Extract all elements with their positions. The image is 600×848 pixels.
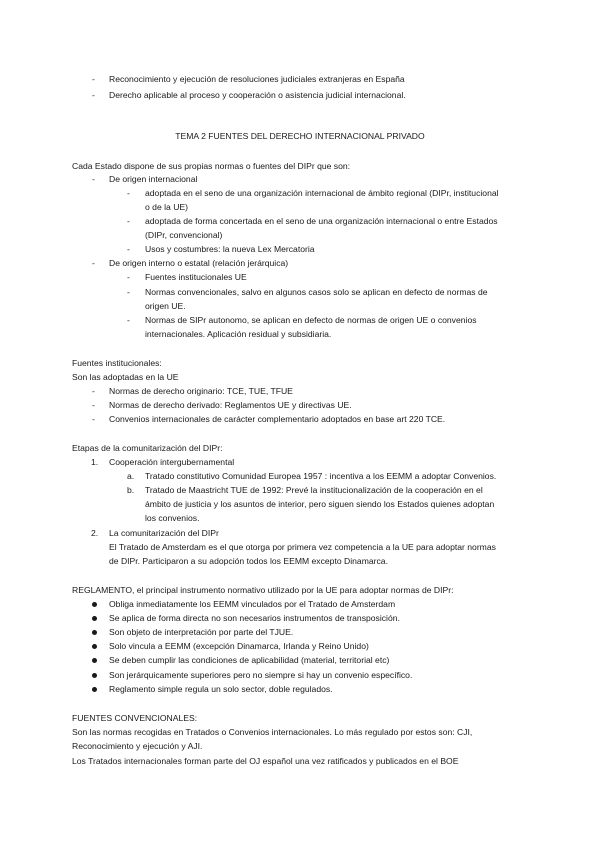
dash-marker: -: [127, 272, 130, 282]
dash-marker: -: [92, 174, 95, 184]
fuentes-institucionales-item: Normas de derecho originario: TCE, TUE, TFUE: [109, 386, 293, 396]
origen-internacional-item: Usos y costumbres: la nueva Lex Mercatoria: [145, 244, 315, 254]
origen-interno-item: Fuentes institucionales UE: [145, 272, 247, 282]
fuentes-convencionales-paragraph: Reconocimiento y ejecución y AJI.: [72, 741, 203, 751]
origen-interno-item-cont: origen UE.: [145, 301, 186, 311]
origen-internacional-item: adoptada de forma concertada en el seno de una organización internacional o entre Estados: [145, 216, 498, 226]
bullet-icon: [92, 602, 97, 607]
dash-marker: -: [127, 315, 130, 325]
reglamento-item: Obliga inmediatamente los EEMM vinculados por el Tratado de Amsterdam: [109, 599, 396, 609]
dash-marker: -: [127, 244, 130, 254]
reglamento-item: Reglamento simple regula un solo sector, doble regulados.: [109, 684, 333, 694]
intro-paragraph: Cada Estado dispone de sus propias normas o fuentes del DIPr que son:: [72, 161, 351, 171]
bullet-icon: [92, 630, 97, 635]
section-title: TEMA 2 FUENTES DEL DERECHO INTERNACIONAL PRIVADO: [175, 131, 425, 141]
reglamento-item: Son objeto de interpretación por parte del TJUE.: [109, 627, 294, 637]
etapa-sub-item-cont: ámbito de justicia y los asuntos de interior, pero siguen siendo los Estados quienes adoptan: [145, 499, 495, 509]
etapa-label: Cooperación intergubernamental: [109, 457, 235, 467]
reglamento-item: Solo vincula a EEMM (excepción Dinamarca, Irlanda y Reino Unido): [109, 641, 369, 651]
fuentes-convencionales-paragraph: Son las normas recogidas en Tratados o Convenios internacionales. Lo más regulado por estos son: CJI,: [72, 727, 473, 737]
etapas-heading: Etapas de la comunitarización del DIPr:: [72, 443, 223, 453]
fuentes-institucionales-heading: Fuentes institucionales:: [72, 358, 162, 368]
reglamento-heading: REGLAMENTO, el principal instrumento normativo utilizado por la UE para adoptar normas de DIPr:: [72, 585, 454, 595]
bullet-icon: [92, 687, 97, 692]
origen-interno-item: Normas de SIPr autonomo, se aplican en defecto de normas de origen UE o convenios: [145, 315, 477, 325]
fuentes-convencionales-paragraph: Los Tratados internacionales forman parte del OJ español una vez ratificados y publicados en el BOE: [72, 756, 459, 766]
bullet-icon: [92, 673, 97, 678]
etapa-sub-item-cont: los convenios.: [145, 513, 200, 523]
dash-marker: -: [92, 414, 95, 424]
reglamento-item: Se deben cumplir las condiciones de aplicabilidad (material, territorial etc): [109, 655, 390, 665]
origen-internacional-item: adoptada en el seno de una organización internacional de ámbito regional (DIPr, institucional: [145, 188, 499, 198]
etapa-sub-item: Tratado de Maastricht TUE de 1992: Prevé la institucionalización de la cooperación en el: [145, 485, 483, 495]
top-list-item: Reconocimiento y ejecución de resoluciones judiciales extranjeras en España: [109, 74, 405, 84]
dash-marker: -: [92, 400, 95, 410]
fuentes-institucionales-item: Normas de derecho derivado: Reglamentos UE y directivas UE.: [109, 400, 352, 410]
dash-marker: -: [127, 188, 130, 198]
bullet-icon: [92, 658, 97, 663]
dash-marker: -: [92, 258, 95, 268]
fuentes-convencionales-heading: FUENTES CONVENCIONALES:: [72, 713, 198, 723]
etapa-number: 1.: [91, 457, 99, 467]
dash-marker: -: [92, 90, 95, 100]
dash-marker: -: [127, 216, 130, 226]
bullet-icon: [92, 644, 97, 649]
fuentes-institucionales-sub: Son las adoptadas en la UE: [72, 372, 179, 382]
etapa-paragraph: El Tratado de Amsterdam es el que otorga por primera vez competencia a la UE para adoptar normas: [109, 542, 496, 552]
origen-internacional-heading: De origen internacional: [109, 174, 198, 184]
top-list-item: Derecho aplicable al proceso y cooperación o asistencia judicial internacional.: [109, 90, 406, 100]
reglamento-item: Son jerárquicamente superiores pero no siempre si hay un convenio específico.: [109, 670, 413, 680]
origen-interno-heading: De origen interno o estatal (relación jerárquica): [109, 258, 289, 268]
etapa-label: La comunitarización del DIPr: [109, 528, 219, 538]
etapa-number: 2.: [91, 528, 99, 538]
bullet-icon: [92, 616, 97, 621]
etapa-paragraph: de DIPr. Participaron a su adopción todos los EEMM excepto Dinamarca.: [109, 556, 388, 566]
reglamento-item: Se aplica de forma directa no son necesarios instrumentos de transposición.: [109, 613, 400, 623]
etapa-sub-letter: b.: [127, 485, 135, 495]
dash-marker: -: [92, 74, 95, 84]
origen-interno-item-cont: internacionales. Aplicación residual y subsidiaria.: [145, 329, 332, 339]
dash-marker: -: [92, 386, 95, 396]
etapa-sub-item: Tratado constitutivo Comunidad Europea 1957 : incentiva a los EEMM a adoptar Convenios.: [145, 471, 497, 481]
origen-internacional-item-cont: (DIPr, convencional): [145, 230, 223, 240]
origen-interno-item: Normas convencionales, salvo en algunos casos solo se aplican en defecto de normas de: [145, 287, 488, 297]
origen-internacional-item-cont: o de la UE): [145, 202, 188, 212]
etapa-sub-letter: a.: [127, 471, 135, 481]
fuentes-institucionales-item: Convenios internacionales de carácter complementario adoptados en base art 220 TCE.: [109, 414, 446, 424]
dash-marker: -: [127, 287, 130, 297]
